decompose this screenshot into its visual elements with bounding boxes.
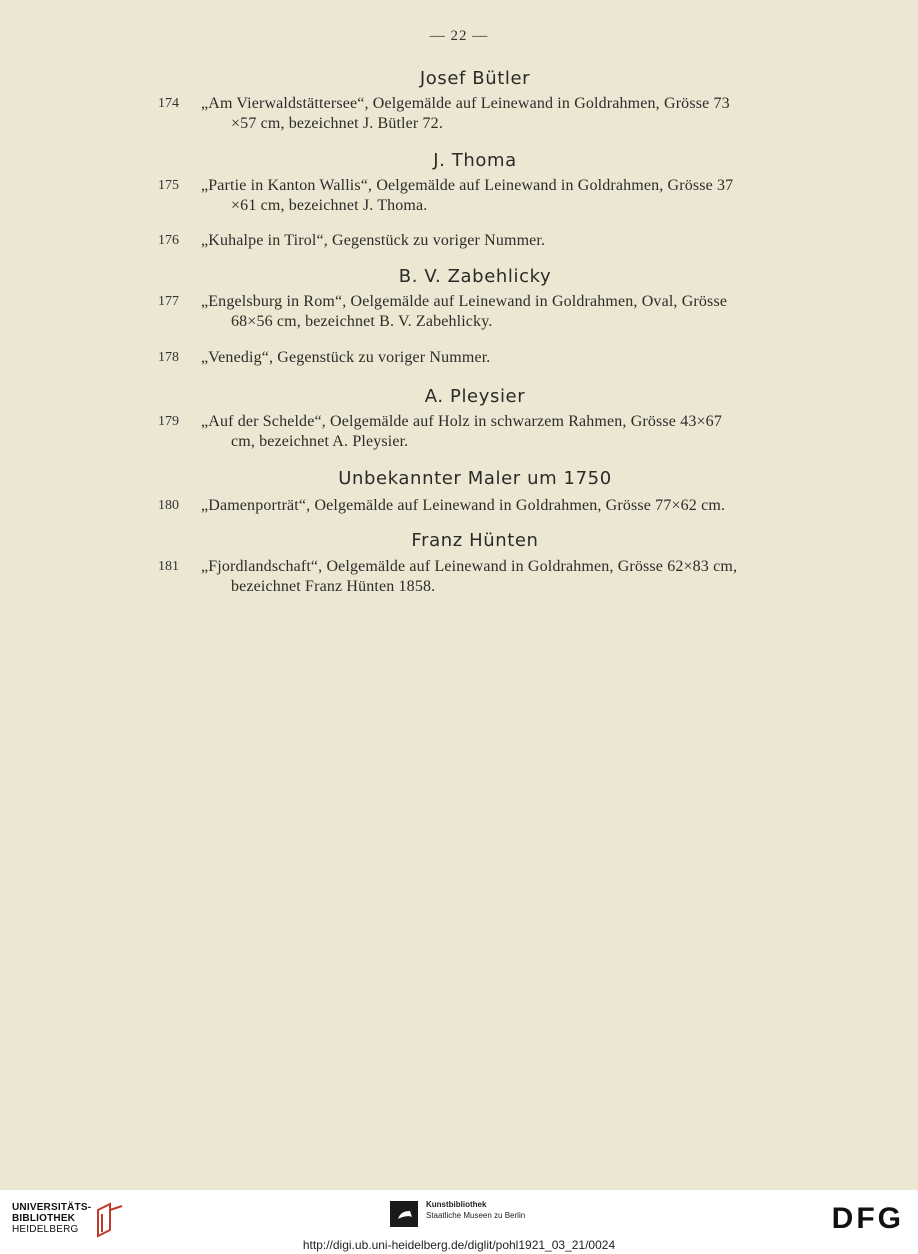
entry-number: 180 (158, 498, 179, 513)
entry-text-continued: bezeichnet Franz Hünten 1858. (231, 578, 436, 595)
uni-logo-line1: UNIVERSITÄTS- (12, 1202, 92, 1213)
entry-number: 178 (158, 350, 179, 365)
artist-heading: Josef Bütler (419, 68, 531, 89)
kunstbibliothek-logo[interactable] (390, 1199, 540, 1229)
museum-emblem-icon (390, 1201, 418, 1227)
entry-text: „Partie in Kanton Wallis“, Oelgemälde auf Leinewand in Goldrahmen, Grösse 37 (201, 177, 734, 194)
entry-text-continued: cm, bezeichnet A. Pleysier. (231, 433, 409, 450)
artist-heading: J. Thoma (433, 150, 517, 171)
entry-text-continued: ×61 cm, bezeichnet J. Thoma. (231, 197, 428, 214)
footer-bar (0, 1190, 918, 1254)
artist-heading: A. Pleysier (424, 386, 526, 407)
entry-number: 174 (158, 96, 179, 111)
entry-text-continued: 68×56 cm, bezeichnet B. V. Zabehlicky. (231, 313, 493, 330)
uni-logo-line2: BIBLIOTHEK (12, 1213, 76, 1224)
artist-heading: Unbekannter Maler um 1750 (338, 468, 612, 489)
entry-text-continued: ×57 cm, bezeichnet J. Bütler 72. (231, 115, 443, 132)
entry-number: 177 (158, 294, 179, 309)
university-library-logo[interactable] (12, 1202, 132, 1238)
entry-text: „Damenporträt“, Oelgemälde auf Leinewand in Goldrahmen, Grösse 77×62 cm. (201, 497, 726, 514)
entry-number: 176 (158, 233, 179, 248)
permalink-url[interactable]: http://digi.ub.uni-heidelberg.de/diglit/pohl1921_03_21/0024 (302, 1238, 616, 1252)
page-number: — 22 — (429, 28, 489, 44)
entry-number: 175 (158, 178, 179, 193)
kb-subtitle: Staatliche Museen zu Berlin (426, 1211, 526, 1220)
entry-text: „Fjordlandschaft“, Oelgemälde auf Leinewand in Goldrahmen, Grösse 62×83 cm, (201, 558, 738, 575)
entry-number: 179 (158, 414, 179, 429)
entry-text: „Engelsburg in Rom“, Oelgemälde auf Leinewand in Goldrahmen, Oval, Grösse (201, 293, 728, 310)
artist-heading: Franz Hünten (411, 530, 539, 551)
entry-text: „Kuhalpe in Tirol“, Gegenstück zu voriger Nummer. (201, 232, 546, 249)
dfg-logo[interactable]: DFG (831, 1202, 904, 1235)
entry-text: „Am Vierwaldstättersee“, Oelgemälde auf Leinewand in Goldrahmen, Grösse 73 (201, 95, 730, 112)
entry-text: „Auf der Schelde“, Oelgemälde auf Holz in schwarzem Rahmen, Grösse 43×67 (201, 413, 722, 430)
library-emblem-icon (92, 1202, 126, 1238)
kb-title: Kunstbibliothek (426, 1200, 487, 1209)
uni-logo-line3: HEIDELBERG (12, 1224, 79, 1235)
artist-heading: B. V. Zabehlicky (398, 266, 552, 287)
entry-number: 181 (158, 559, 179, 574)
entry-text: „Venedig“, Gegenstück zu voriger Nummer. (201, 349, 491, 366)
